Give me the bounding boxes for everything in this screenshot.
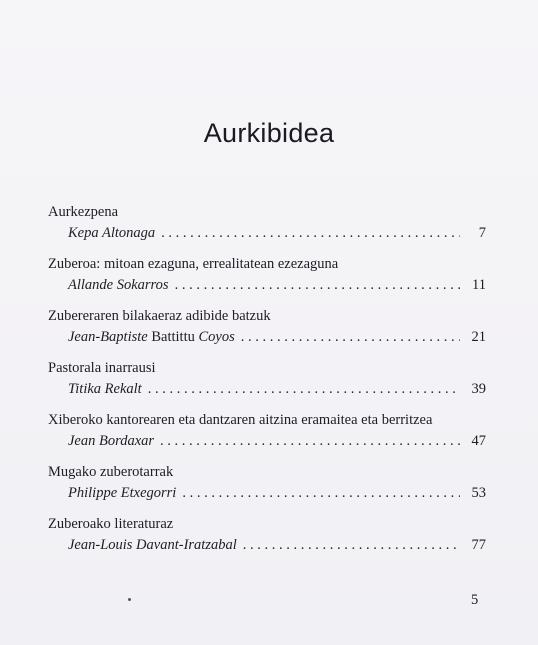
page-folio-number: 5 (471, 592, 479, 608)
dot-leader (148, 379, 460, 400)
toc-entry-title: Pastorala inarrausi (48, 360, 156, 376)
toc-page-number: 39 (471, 381, 486, 397)
toc-entry[interactable] (48, 306, 486, 348)
toc-page-number: 77 (471, 537, 486, 553)
toc-entry-title: Aurkezpena (48, 204, 119, 220)
toc-author-line (48, 535, 486, 556)
toc-author-line (48, 275, 486, 296)
toc-author-line (48, 327, 486, 348)
toc-entry-title: Zuberoa: mitoan ezaguna, errealitatean ezezaguna (48, 256, 339, 272)
toc-entry[interactable] (48, 358, 486, 400)
toc-entry-author: Philippe Etxegorri (68, 485, 177, 501)
toc-entry-author: Titika Rekalt (68, 381, 142, 397)
table-of-contents (48, 202, 486, 566)
toc-entry[interactable] (48, 514, 486, 556)
toc-entry-author: Allande Sokarros (68, 277, 169, 293)
toc-page-number: 47 (471, 433, 486, 449)
author-nickname: Battittu (151, 329, 195, 345)
toc-author-line (48, 379, 486, 400)
toc-author-line (48, 223, 486, 244)
toc-author-line (48, 431, 486, 452)
author-first-name: Jean-Baptiste (68, 329, 148, 345)
dot-leader (241, 327, 460, 348)
dot-leader (161, 223, 460, 244)
toc-entry-author (68, 327, 235, 348)
dot-leader (182, 483, 460, 504)
toc-page-number: 21 (471, 329, 486, 345)
page-title: Aurkibidea (203, 118, 335, 148)
author-last-name: Coyos (198, 329, 235, 345)
toc-entry[interactable] (48, 254, 486, 296)
toc-author-line (48, 483, 486, 504)
toc-page-number: 53 (471, 485, 486, 501)
dot-leader (175, 275, 460, 296)
toc-entry-title: Xiberoko kantorearen eta dantzaren aitzina eramaitea eta berritzea (48, 412, 433, 428)
dot-leader (243, 535, 460, 556)
toc-entry-author: Kepa Altonaga (68, 225, 156, 241)
toc-entry-title: Mugako zuberotarrak (48, 464, 174, 480)
toc-entry[interactable] (48, 202, 486, 244)
paper-speck (128, 598, 131, 601)
toc-entry-title: Zubereraren bilakaeraz adibide batzuk (48, 308, 271, 324)
dot-leader (160, 431, 460, 452)
toc-entry[interactable] (48, 410, 486, 452)
toc-page-number: 11 (472, 277, 486, 293)
toc-page-number: 7 (478, 225, 486, 241)
toc-entry-author: Jean-Louis Davant-Iratzabal (68, 537, 237, 553)
toc-entry[interactable] (48, 462, 486, 504)
toc-entry-author: Jean Bordaxar (68, 433, 155, 449)
toc-entry-title: Zuberoako literaturaz (48, 516, 174, 532)
